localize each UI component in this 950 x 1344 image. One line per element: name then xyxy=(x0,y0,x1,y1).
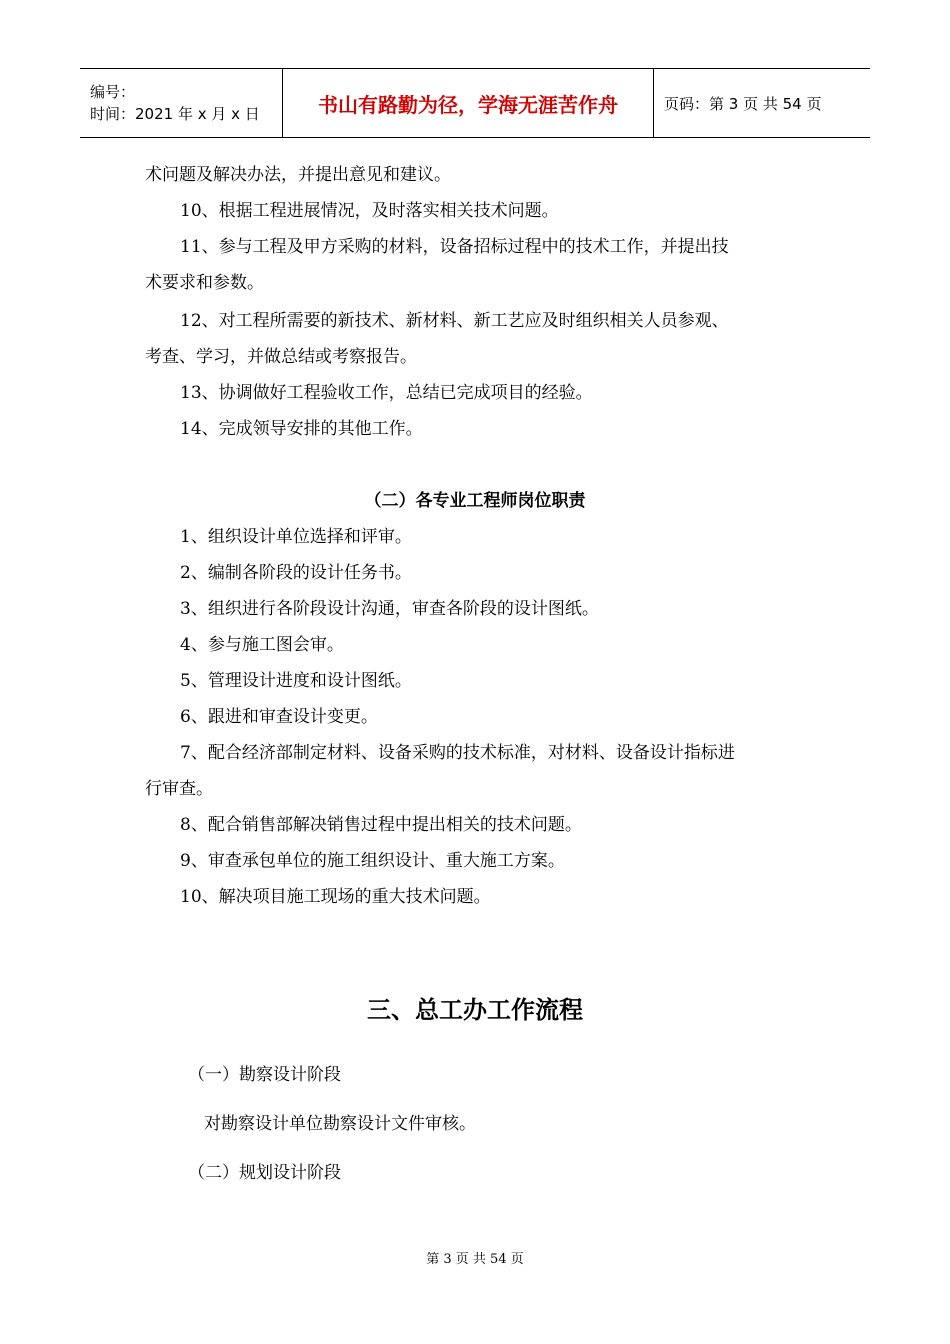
document-header xyxy=(80,68,870,138)
list-item: 6、跟进和审查设计变更。 xyxy=(180,707,378,727)
paragraph-line: 对勘察设计单位勘察设计文件审核。 xyxy=(204,1114,476,1134)
list-item: 4、参与施工图会审。 xyxy=(180,635,344,655)
paragraph-line: 13、协调做好工程验收工作，总结已完成项目的经验。 xyxy=(180,383,593,403)
subsection-heading: （一）勘察设计阶段 xyxy=(188,1065,341,1085)
paragraph-line: 12、对工程所需要的新技术、新材料、新工艺应及时组织相关人员参观、 xyxy=(180,311,729,331)
list-item: 5、管理设计进度和设计图纸。 xyxy=(180,671,412,691)
list-item: 10、解决项目施工现场的重大技术问题。 xyxy=(180,887,491,907)
chapter-heading: 三、总工办工作流程 xyxy=(367,996,583,1024)
header-meta xyxy=(80,69,282,137)
list-item: 7、配合经济部制定材料、设备采购的技术标准，对材料、设备设计指标进 xyxy=(180,743,735,763)
document-number-label: 编号： xyxy=(90,83,136,101)
paragraph-line: 11、参与工程及甲方采购的材料，设备招标过程中的技术工作，并提出技 xyxy=(180,237,729,257)
header-page-info xyxy=(654,69,870,137)
page-info-text: 页码：第 3 页 共 54 页 xyxy=(664,94,822,113)
motto-text: 书山有路勤为径，学海无涯苦作舟 xyxy=(318,92,618,117)
page-footer: 第 3 页 共 54 页 xyxy=(426,1252,524,1267)
list-item: 9、审查承包单位的施工组织设计、重大施工方案。 xyxy=(180,851,565,871)
list-item: 3、组织进行各阶段设计沟通，审查各阶段的设计图纸。 xyxy=(180,599,599,619)
list-item: 2、编制各阶段的设计任务书。 xyxy=(180,563,412,583)
subsection-heading: （二）规划设计阶段 xyxy=(188,1163,341,1183)
document-time-label: 时间：2021 年 x 月 x 日 xyxy=(90,105,260,123)
paragraph-line: 10、根据工程进展情况，及时落实相关技术问题。 xyxy=(180,201,559,221)
section-heading: （二）各专业工程师岗位职责 xyxy=(364,491,586,511)
header-motto xyxy=(282,69,654,137)
list-item: 8、配合销售部解决销售过程中提出相关的技术问题。 xyxy=(180,815,582,835)
list-item: 1、组织设计单位选择和评审。 xyxy=(180,527,412,547)
list-item: 行审查。 xyxy=(145,779,213,799)
paragraph-line: 术问题及解决办法，并提出意见和建议。 xyxy=(145,165,451,185)
paragraph-line: 术要求和参数。 xyxy=(145,273,264,293)
paragraph-line: 14、完成领导安排的其他工作。 xyxy=(180,419,423,439)
paragraph-line: 考查、学习，并做总结或考察报告。 xyxy=(145,347,417,367)
